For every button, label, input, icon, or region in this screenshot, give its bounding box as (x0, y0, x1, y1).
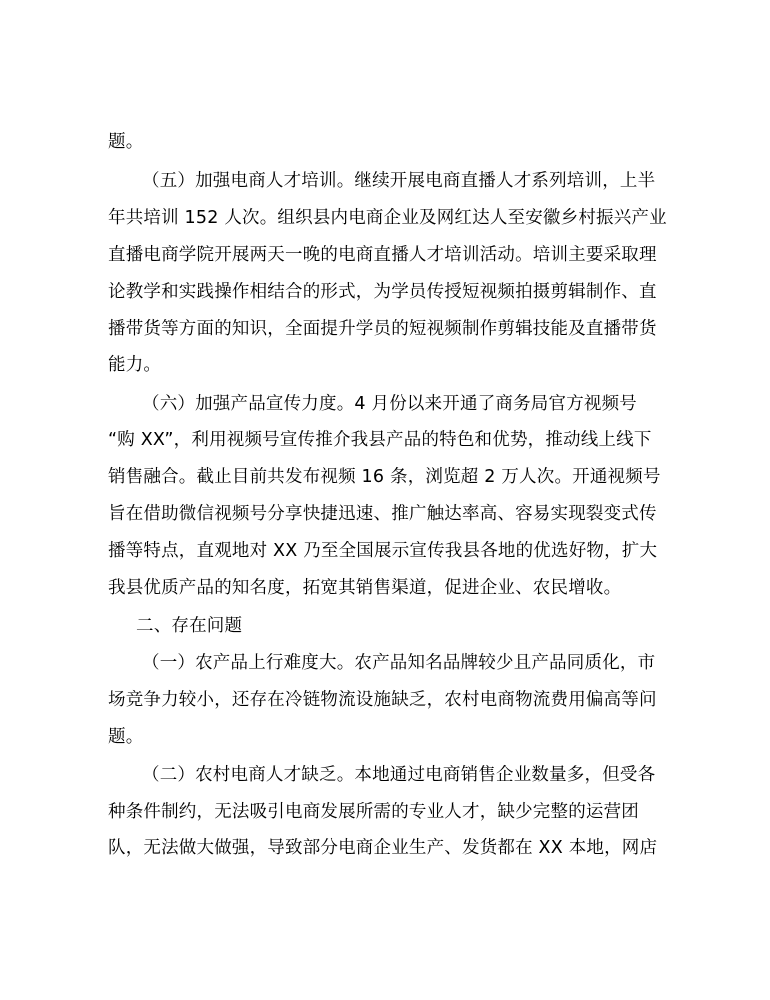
text-line: 种条件制约，无法吸引电商发展所需的专业人才，缺少完整的运营团 (108, 802, 639, 822)
text-line: 我县优质产品的知名度，拓宽其销售渠道，促进企业、农民增收。 (108, 578, 622, 598)
text-line: 旨在借助微信视频号分享快捷迅速、推广触达率高、容易实现裂变式传 (108, 504, 657, 524)
text-line: 队，无法做大做强，导致部分电商企业生产、发货都在 XX 本地，网店 (108, 838, 658, 858)
text-line: 能力。 (108, 355, 162, 375)
text-line: 题。 (108, 727, 144, 747)
section-heading: 二、存在问题 (136, 616, 243, 636)
text-line: 直播电商学院开展两天一晚的电商直播人才培训活动。培训主要采取理 (108, 245, 657, 265)
text-line: 题。 (108, 132, 144, 152)
text-line: （二）农村电商人才缺乏。本地通过电商销售企业数量多，但受各 (142, 765, 656, 785)
text-line: （五）加强电商人才培训。继续开展电商直播人才系列培训，上半 (142, 171, 656, 191)
text-line: （六）加强产品宣传力度。4 月份以来开通了商务局官方视频号 (142, 394, 637, 414)
text-line: 论教学和实践操作相结合的形式，为学员传授短视频拍摄剪辑制作、直 (108, 282, 657, 302)
text-line: 播等特点，直观地对 XX 乃至全国展示宣传我县各地的优选好物，扩大 (108, 541, 658, 561)
text-line: 年共培训 152 人次。组织县内电商企业及网红达人至安徽乡村振兴产业 (108, 208, 667, 228)
text-line: 场竞争力较小，还存在冷链物流设施缺乏，农村电商物流费用偏高等问 (108, 690, 657, 710)
text-line: 播带货等方面的知识，全面提升学员的短视频制作剪辑技能及直播带货 (108, 319, 657, 339)
text-line: “购 XX”，利用视频号宣传推介我县产品的特色和优势，推动线上线下 (108, 430, 652, 450)
text-line: 销售融合。截止目前共发布视频 16 条，浏览超 2 万人次。开通视频号 (108, 467, 661, 487)
text-line: （一）农产品上行难度大。农产品知名品牌较少且产品同质化，市 (142, 653, 656, 673)
